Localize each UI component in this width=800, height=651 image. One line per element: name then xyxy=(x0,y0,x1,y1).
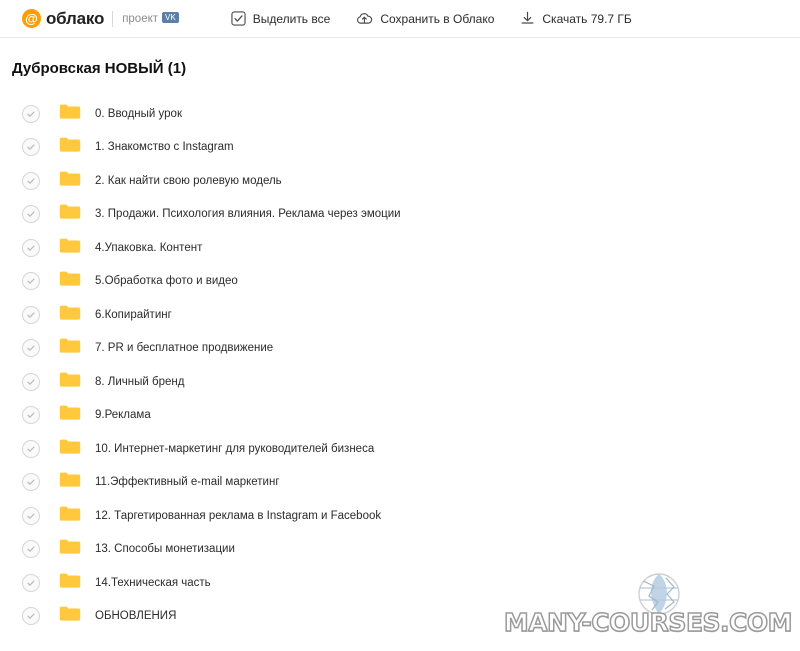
file-name: 12. Таргетированная реклама в Instagram и Facebook xyxy=(95,509,382,522)
file-name: 1. Знакомство с Instagram xyxy=(95,141,234,154)
select-all-label: Выделить все xyxy=(252,11,331,26)
list-item[interactable] xyxy=(12,265,800,299)
file-name: 2. Как найти свою ролевую модель xyxy=(95,174,282,187)
file-name: 14.Техническая часть xyxy=(95,576,211,589)
vk-badge: VK xyxy=(162,12,179,23)
row-checkbox[interactable] xyxy=(22,272,40,290)
file-name: ОБНОВЛЕНИЯ xyxy=(95,610,177,623)
select-all-button[interactable] xyxy=(231,11,331,26)
file-name: 9.Реклама xyxy=(95,409,151,422)
file-name: 11.Эффективный e-mail маркетинг xyxy=(95,476,280,489)
brand-name: облако xyxy=(46,8,105,28)
row-checkbox[interactable] xyxy=(22,507,40,525)
file-name: 10. Интернет-маркетинг для руководителей бизнеса xyxy=(95,442,375,455)
row-checkbox[interactable] xyxy=(22,473,40,491)
row-checkbox[interactable] xyxy=(22,105,40,123)
row-checkbox[interactable] xyxy=(22,205,40,223)
save-to-cloud-button[interactable] xyxy=(356,11,494,26)
list-item[interactable] xyxy=(12,332,800,366)
download-button[interactable] xyxy=(520,11,631,26)
row-checkbox[interactable] xyxy=(22,306,40,324)
folder-icon xyxy=(59,438,81,460)
folder-icon xyxy=(59,237,81,259)
file-name: 3. Продажи. Психология влияния. Реклама через эмоции xyxy=(95,208,401,221)
file-name: 8. Личный бренд xyxy=(95,375,185,388)
list-item[interactable] xyxy=(12,97,800,131)
list-item[interactable] xyxy=(12,499,800,533)
page-title: Дубровская НОВЫЙ (1) xyxy=(12,60,187,77)
list-item[interactable] xyxy=(12,298,800,332)
row-checkbox[interactable] xyxy=(22,239,40,257)
list-item[interactable] xyxy=(12,231,800,265)
folder-icon xyxy=(59,270,81,292)
at-sign-icon: @ xyxy=(22,9,41,28)
list-item[interactable] xyxy=(12,399,800,433)
row-checkbox[interactable] xyxy=(22,540,40,558)
folder-icon xyxy=(59,538,81,560)
download-label: Скачать 79.7 ГБ xyxy=(542,11,632,26)
brand-logo[interactable] xyxy=(22,9,104,29)
folder-icon xyxy=(59,304,81,326)
file-name: 0. Вводный урок xyxy=(95,107,182,120)
toolbar-actions xyxy=(231,11,632,26)
folder-icon xyxy=(59,572,81,594)
project-label-wrap xyxy=(122,13,179,25)
row-checkbox[interactable] xyxy=(22,574,40,592)
folder-icon xyxy=(59,170,81,192)
folder-icon xyxy=(59,605,81,627)
top-toolbar xyxy=(0,0,800,38)
file-name: 13. Способы монетизации xyxy=(95,543,235,556)
row-checkbox[interactable] xyxy=(22,373,40,391)
list-item[interactable] xyxy=(12,131,800,165)
folder-icon xyxy=(59,404,81,426)
list-item[interactable] xyxy=(12,466,800,500)
brand-divider xyxy=(112,11,113,27)
folder-icon xyxy=(59,136,81,158)
folder-icon xyxy=(59,337,81,359)
folder-icon xyxy=(59,471,81,493)
row-checkbox[interactable] xyxy=(22,339,40,357)
row-checkbox[interactable] xyxy=(22,138,40,156)
folder-icon xyxy=(59,203,81,225)
row-checkbox[interactable] xyxy=(22,172,40,190)
list-item[interactable] xyxy=(12,198,800,232)
folder-icon xyxy=(59,505,81,527)
folder-icon xyxy=(59,371,81,393)
file-list xyxy=(0,97,800,633)
list-item[interactable] xyxy=(12,533,800,567)
file-name: 4.Упаковка. Контент xyxy=(95,241,203,254)
list-item[interactable] xyxy=(12,432,800,466)
row-checkbox[interactable] xyxy=(22,440,40,458)
file-name: 5.Обработка фото и видео xyxy=(95,275,238,288)
save-to-cloud-label: Сохранить в Облако xyxy=(380,11,495,26)
cloud-upload-icon xyxy=(356,11,373,26)
list-item[interactable] xyxy=(12,164,800,198)
watermark-text: MANY-COURSES.COM xyxy=(503,608,792,637)
globe-watermark-icon xyxy=(636,572,682,621)
list-item[interactable] xyxy=(12,365,800,399)
row-checkbox[interactable] xyxy=(22,607,40,625)
download-icon xyxy=(520,11,535,26)
check-square-icon xyxy=(231,11,246,26)
file-name: 6.Копирайтинг xyxy=(95,308,172,321)
file-name: 7. PR и бесплатное продвижение xyxy=(95,342,274,355)
project-label: проект xyxy=(122,12,159,25)
row-checkbox[interactable] xyxy=(22,406,40,424)
folder-icon xyxy=(59,103,81,125)
